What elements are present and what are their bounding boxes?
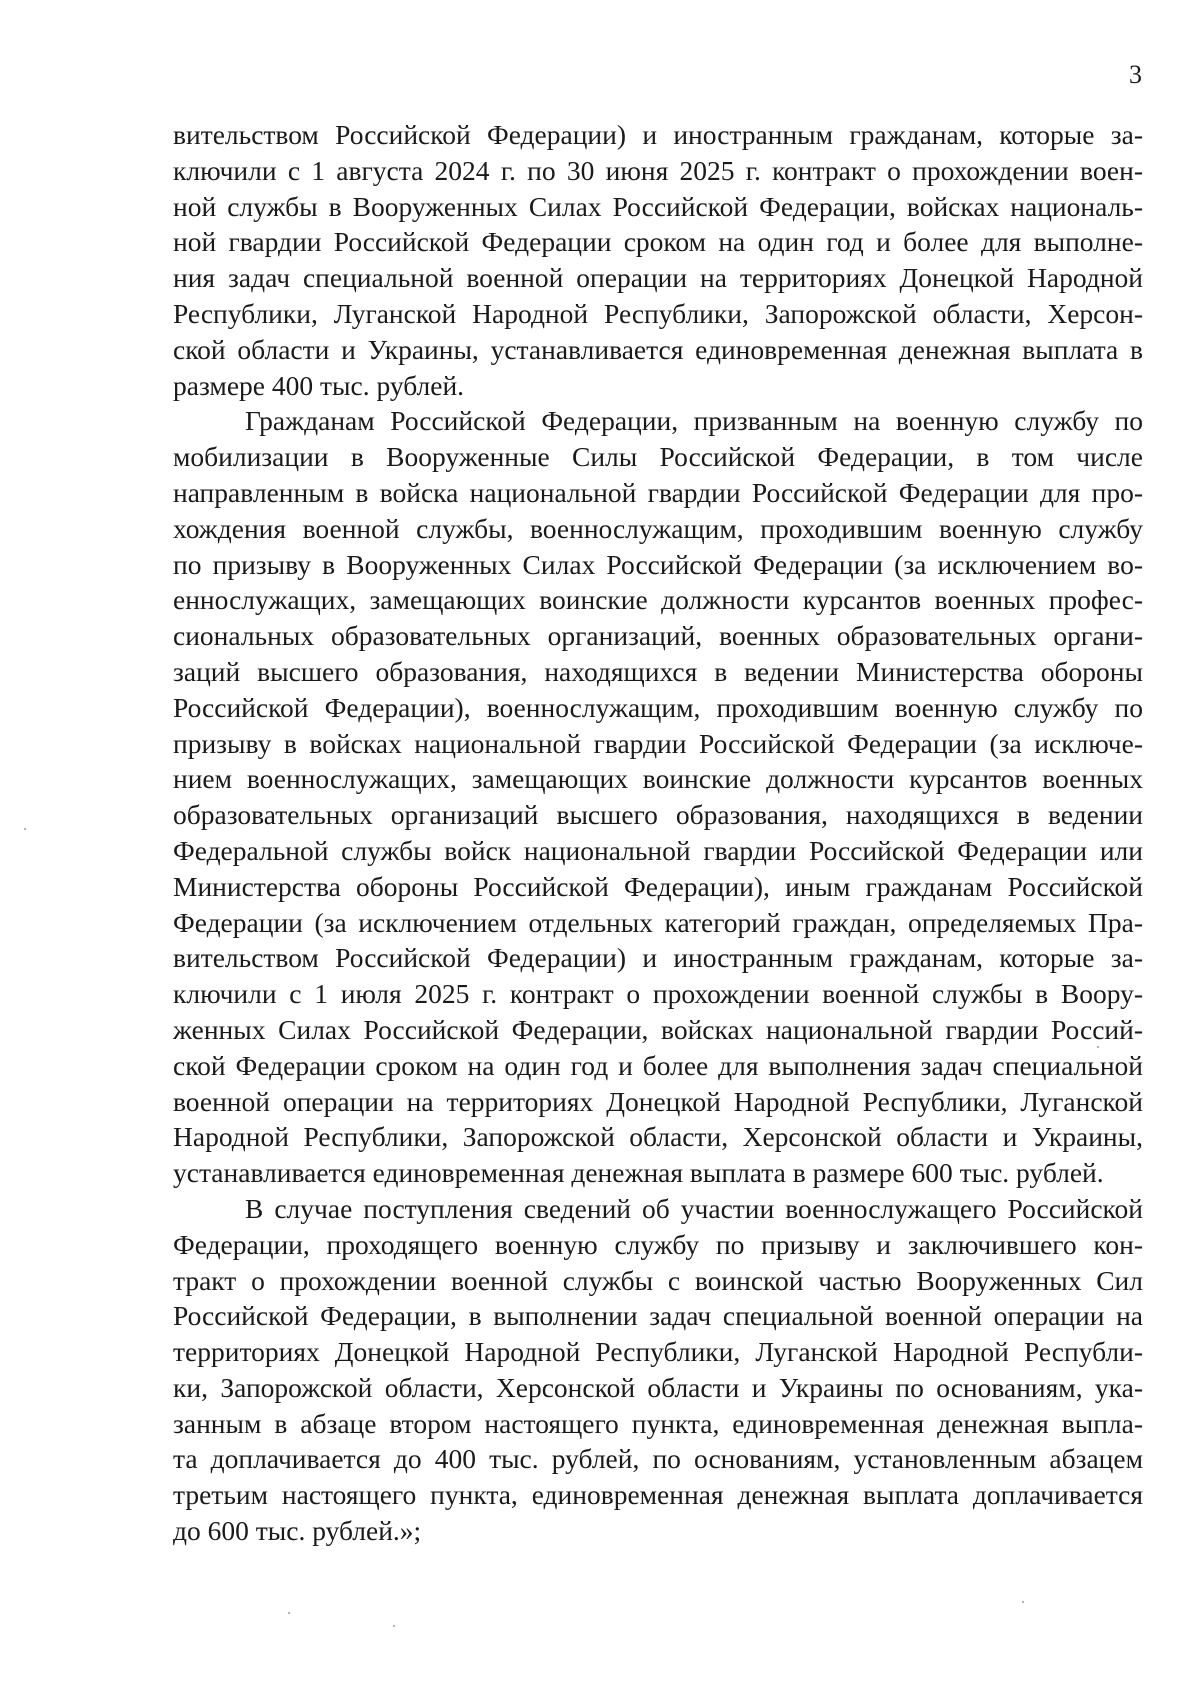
text-line: до 600 тыс. рублей.»; bbox=[173, 1515, 422, 1547]
text-line: военной операции на территориях Донецкой Народной Республики, Луганской bbox=[173, 1085, 1143, 1117]
paragraph bbox=[173, 1191, 1143, 1549]
text-line: ной службы в Вооруженных Силах Российской Федерации, войсках националь- bbox=[173, 190, 1143, 222]
text-line: тракт о прохождении военной службы с воинской частью Вооруженных Сил bbox=[173, 1264, 1143, 1296]
text-line: занным в абзаце втором настоящего пункта, единовременная денежная выпла- bbox=[173, 1407, 1143, 1439]
text-line: Федерации, проходящего военную службу по призыву и заключившего кон- bbox=[173, 1228, 1143, 1260]
text-line: ки, Запорожской области, Херсонской области и Украины по основаниям, ука- bbox=[173, 1371, 1143, 1403]
text-line: Министерства обороны Российской Федерации), иным гражданам Российской bbox=[173, 870, 1143, 902]
scan-speck bbox=[1022, 1601, 1024, 1603]
paragraph bbox=[173, 117, 1143, 403]
text-line: Российской Федерации), военнослужащим, проходившим военную службу по bbox=[173, 691, 1143, 723]
text-line: Республики, Луганской Народной Республики, Запорожской области, Херсон- bbox=[173, 297, 1143, 329]
scan-speck bbox=[393, 1625, 395, 1627]
text-line: вительством Российской Федерации) и иностранным гражданам, которые за- bbox=[173, 942, 1143, 974]
text-line: ской Федерации сроком на один год и более для выполнения задач специальной bbox=[173, 1049, 1143, 1081]
text-line: направленным в войска национальной гвардии Российской Федерации для про- bbox=[173, 476, 1143, 508]
text-line: ной гвардии Российской Федерации сроком на один год и более для выполне- bbox=[173, 226, 1143, 258]
text-line: сиональных образовательных организаций, военных образовательных органи- bbox=[173, 620, 1143, 652]
text-line: Российской Федерации, в выполнении задач специальной военной операции на bbox=[173, 1300, 1143, 1332]
text-line: третьим настоящего пункта, единовременная денежная выплата доплачивается bbox=[173, 1479, 1143, 1511]
text-line: ния задач специальной военной операции на территориях Донецкой Народной bbox=[173, 262, 1143, 294]
text-line: по призыву в Вооруженных Силах Российской Федерации (за исключением во- bbox=[173, 548, 1143, 580]
text-line: заций высшего образования, находящихся в ведении Министерства обороны bbox=[173, 655, 1143, 687]
text-line: образовательных организаций высшего образования, находящихся в ведении bbox=[173, 799, 1143, 831]
text-line: хождения военной службы, военнослужащим, проходившим военную службу bbox=[173, 512, 1143, 544]
text-line: В случае поступления сведений об участии военнослужащего Российской bbox=[245, 1192, 1143, 1224]
text-line: Гражданам Российской Федерации, призванным на военную службу по bbox=[245, 405, 1143, 437]
text-line: вительством Российской Федерации) и иностранным гражданам, которые за- bbox=[173, 119, 1143, 150]
text-line: Федеральной службы войск национальной гвардии Российской Федерации или bbox=[173, 834, 1143, 866]
text-line: женных Силах Российской Федерации, войсках национальной гвардии Россий- bbox=[173, 1013, 1143, 1045]
scan-speck bbox=[1097, 1046, 1099, 1048]
text-line: еннослужащих, замещающих воинские должности курсантов военных профес- bbox=[173, 584, 1143, 616]
text-line: призыву в войсках национальной гвардии Российской Федерации (за исключе- bbox=[173, 727, 1143, 759]
text-line: размере 400 тыс. рублей. bbox=[173, 369, 465, 401]
text-line: ключили с 1 августа 2024 г. по 30 июня 2025 г. контракт о прохождении воен- bbox=[173, 154, 1143, 186]
scan-speck bbox=[288, 1612, 290, 1614]
text-line: ской области и Украины, устанавливается единовременная денежная выплата в bbox=[173, 333, 1143, 365]
text-line: та доплачивается до 400 тыс. рублей, по основаниям, установленным абзацем bbox=[173, 1443, 1143, 1475]
text-line: территориях Донецкой Народной Республики, Луганской Народной Республи- bbox=[173, 1336, 1143, 1368]
text-line: нием военнослужащих, замещающих воинские должности курсантов военных bbox=[173, 763, 1143, 795]
text-line: ключили с 1 июля 2025 г. контракт о прохождении военной службы в Воору- bbox=[173, 978, 1143, 1010]
text-line: Народной Республики, Запорожской области, Херсонской области и Украины, bbox=[173, 1121, 1143, 1153]
text-line: Федерации (за исключением отдельных категорий граждан, определяемых Пра- bbox=[173, 906, 1143, 938]
text-line: мобилизации в Вооруженные Силы Российской Федерации, в том числе bbox=[173, 441, 1143, 473]
page-number: 3 bbox=[1129, 60, 1142, 89]
document-body bbox=[173, 117, 1143, 1549]
paragraph bbox=[173, 403, 1143, 1191]
scan-speck bbox=[24, 828, 26, 830]
text-line: устанавливается единовременная денежная выплата в размере 600 тыс. рублей. bbox=[173, 1157, 1104, 1189]
